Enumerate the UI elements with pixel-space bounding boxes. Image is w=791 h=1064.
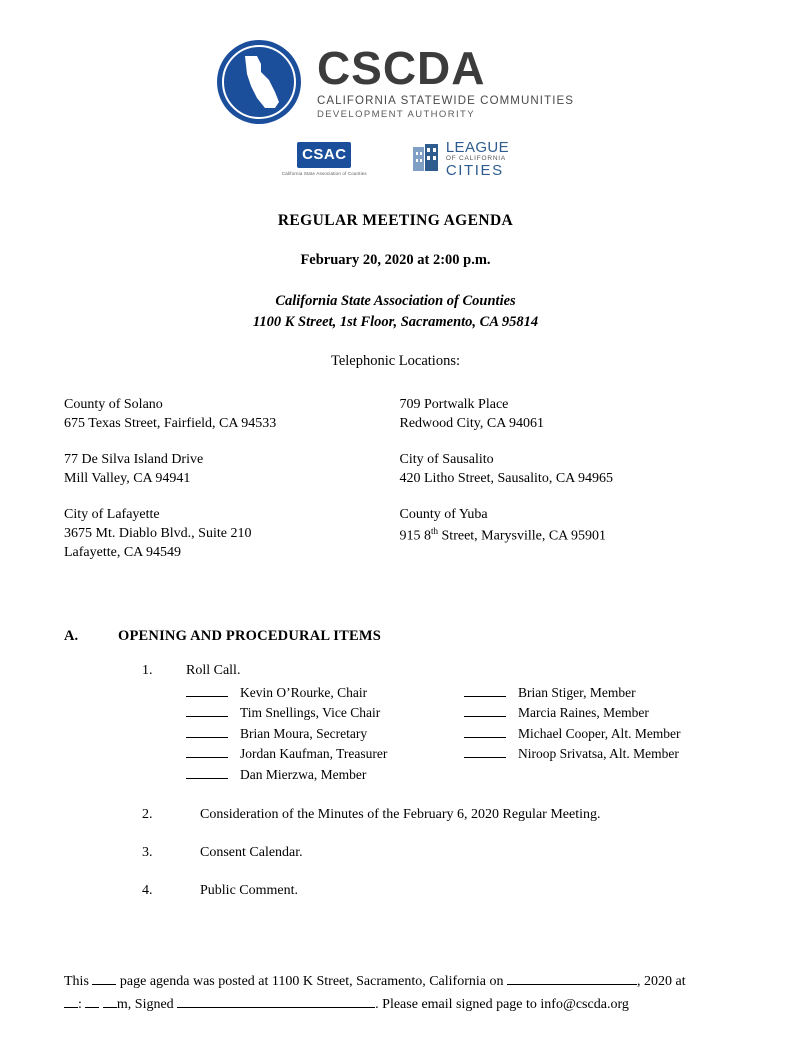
- agenda-item-number-text: 4.: [142, 883, 153, 899]
- roll-call-row: [186, 724, 464, 745]
- csac-badge-label: CSAC: [297, 142, 351, 168]
- california-state-outline-icon: [217, 40, 301, 124]
- location-entry: [64, 506, 392, 563]
- agenda-item-number-text: 1.: [142, 662, 153, 678]
- roll-call-checkbox-blank[interactable]: [464, 685, 506, 697]
- roll-call-checkbox-blank[interactable]: [464, 726, 506, 738]
- location-line: City of Lafayette: [64, 506, 160, 522]
- roll-call-checkbox-blank[interactable]: [186, 746, 228, 758]
- roll-call-name: Jordan Kaufman, Treasurer: [240, 746, 388, 762]
- footer-ampm-blank[interactable]: [103, 1007, 117, 1008]
- league-mark-icon: [413, 144, 439, 174]
- roll-call-row: [186, 703, 464, 724]
- roll-call-row: [464, 724, 742, 745]
- roll-call-checkbox-blank[interactable]: [464, 705, 506, 717]
- locations-column-left: [64, 396, 392, 579]
- location-line: 77 De Silva Island Drive: [64, 452, 204, 468]
- locations-column-right: [392, 396, 728, 579]
- location-line: County of Solano: [64, 397, 163, 413]
- agenda-item-number-text: 2.: [142, 807, 153, 823]
- agenda-item-body: [186, 663, 742, 786]
- agenda-item: [64, 663, 727, 786]
- roll-call-row: [464, 683, 742, 704]
- agenda-item-number: [64, 807, 200, 823]
- roll-call-row: [464, 744, 742, 765]
- roll-call-name: Brian Moura, Secretary: [240, 725, 368, 741]
- footer-hour-blank[interactable]: [64, 1007, 78, 1008]
- roll-call-table: [186, 683, 742, 786]
- roll-call-checkbox-blank[interactable]: [186, 726, 228, 738]
- agenda-document-page: [0, 40, 791, 1064]
- agenda-item-body: [200, 807, 727, 823]
- agenda-item-number: [64, 883, 200, 899]
- roll-call-name: Kevin O’Rourke, Chair: [240, 684, 368, 700]
- league-line2: OF CALIFORNIA: [445, 154, 507, 162]
- roll-call-row: [186, 744, 464, 765]
- agenda-item: [64, 807, 727, 823]
- footer-text-part3: , 2020 at: [636, 974, 686, 990]
- footer-page-count-blank[interactable]: [92, 984, 116, 985]
- roll-call-name: Michael Cooper, Alt. Member: [518, 725, 681, 741]
- csac-caption: California State Association of Counties: [281, 171, 367, 177]
- title-block: [64, 212, 727, 370]
- roll-call-row: [186, 765, 464, 786]
- footer-minute-blank[interactable]: [85, 1007, 99, 1008]
- roll-call-column-right: [464, 683, 742, 786]
- footer-text-part5: m, Signed: [116, 996, 178, 1012]
- roll-call-name: Dan Mierzwa, Member: [240, 766, 367, 782]
- location-line: Redwood City, CA 94061: [399, 416, 545, 432]
- footer-date-blank[interactable]: [507, 984, 637, 985]
- agenda-item-number-text: 3.: [142, 845, 153, 861]
- roll-call-checkbox-blank[interactable]: [464, 746, 506, 758]
- location-line: 709 Portwalk Place: [399, 397, 509, 413]
- location-line: Lafayette, CA 94549: [64, 544, 182, 560]
- posting-certification-footer: [64, 971, 727, 1016]
- roll-call-checkbox-blank[interactable]: [186, 705, 228, 717]
- agenda-item-text: Public Comment.: [200, 883, 298, 899]
- section-a-letter: A.: [64, 627, 79, 644]
- location-line-post: Street, Marysville, CA 95901: [438, 528, 607, 544]
- location-line: County of Yuba: [399, 506, 488, 522]
- location-line: [400, 525, 728, 547]
- roll-call-row: [186, 683, 464, 704]
- league-line3: CITIES: [445, 161, 504, 179]
- location-line: City of Sausalito: [399, 452, 494, 468]
- agenda-item-body: [200, 845, 727, 861]
- footer-signature-blank[interactable]: [177, 1007, 375, 1008]
- csac-logo-icon: [282, 142, 367, 176]
- roll-call-name: Brian Stiger, Member: [518, 684, 636, 700]
- venue-line1: California State Association of Counties: [275, 293, 516, 310]
- roll-call-column-left: [186, 683, 464, 786]
- agenda-item-text: Roll Call.: [186, 662, 241, 678]
- cscda-name-line1: CALIFORNIA STATEWIDE COMMUNITIES: [316, 94, 575, 107]
- roll-call-name: Marcia Raines, Member: [518, 705, 649, 721]
- footer-text-part4: :: [78, 996, 86, 1012]
- page-title: REGULAR MEETING AGENDA: [277, 212, 514, 230]
- location-entry: [400, 506, 728, 546]
- location-line-ordinal: th: [431, 525, 439, 536]
- agenda-item: [64, 883, 727, 899]
- roll-call-name: Tim Snellings, Vice Chair: [240, 705, 381, 721]
- header-logo-block: [64, 40, 727, 124]
- venue-line2: 1100 K Street, 1st Floor, Sacramento, CA 95814: [252, 314, 539, 331]
- roll-call-row: [464, 703, 742, 724]
- league-line1: LEAGUE: [445, 139, 510, 156]
- roll-call-checkbox-blank[interactable]: [186, 767, 228, 779]
- partner-logos: [64, 140, 727, 178]
- venue-block: [64, 291, 727, 333]
- footer-text-part2: page agenda was posted at 1100 K Street, Sacramento, California on: [116, 974, 507, 990]
- cscda-acronym: CSCDA: [316, 41, 486, 94]
- section-a-label: OPENING AND PROCEDURAL ITEMS: [118, 627, 382, 644]
- cscda-name-line2: DEVELOPMENT AUTHORITY: [316, 109, 475, 120]
- location-entry: [400, 396, 728, 434]
- location-line: 420 Litho Street, Sausalito, CA 94965: [399, 471, 613, 487]
- agenda-item-number: [64, 845, 200, 861]
- location-line: 3675 Mt. Diablo Blvd., Suite 210: [64, 525, 252, 541]
- roll-call-name: Niroop Srivatsa, Alt. Member: [518, 746, 679, 762]
- agenda-item-number: [64, 663, 186, 786]
- location-entry: [64, 396, 392, 434]
- location-line: Mill Valley, CA 94941: [64, 471, 191, 487]
- agenda-item-text: Consent Calendar.: [200, 845, 303, 861]
- cscda-logo: [217, 40, 574, 124]
- location-entry: [400, 451, 728, 489]
- league-of-california-cities-icon: [413, 140, 509, 178]
- agenda-item-body: [200, 883, 727, 899]
- location-line-pre: 915 8: [399, 528, 431, 544]
- location-entry: [64, 451, 392, 489]
- roll-call-checkbox-blank[interactable]: [186, 685, 228, 697]
- agenda-item-text: Consideration of the Minutes of the February 6, 2020 Regular Meeting.: [200, 807, 601, 823]
- location-line: 675 Texas Street, Fairfield, CA 94533: [64, 416, 277, 432]
- meeting-date: February 20, 2020 at 2:00 p.m.: [300, 252, 491, 269]
- telephonic-locations-list: [64, 396, 727, 579]
- section-a: [64, 628, 727, 900]
- agenda-item: [64, 845, 727, 861]
- footer-text-part1: This: [64, 974, 93, 990]
- telephonic-locations-label: Telephonic Locations:: [330, 353, 461, 370]
- footer-text-part6: . Please email signed page to info@cscda.org: [375, 996, 629, 1012]
- section-a-heading: [64, 628, 727, 645]
